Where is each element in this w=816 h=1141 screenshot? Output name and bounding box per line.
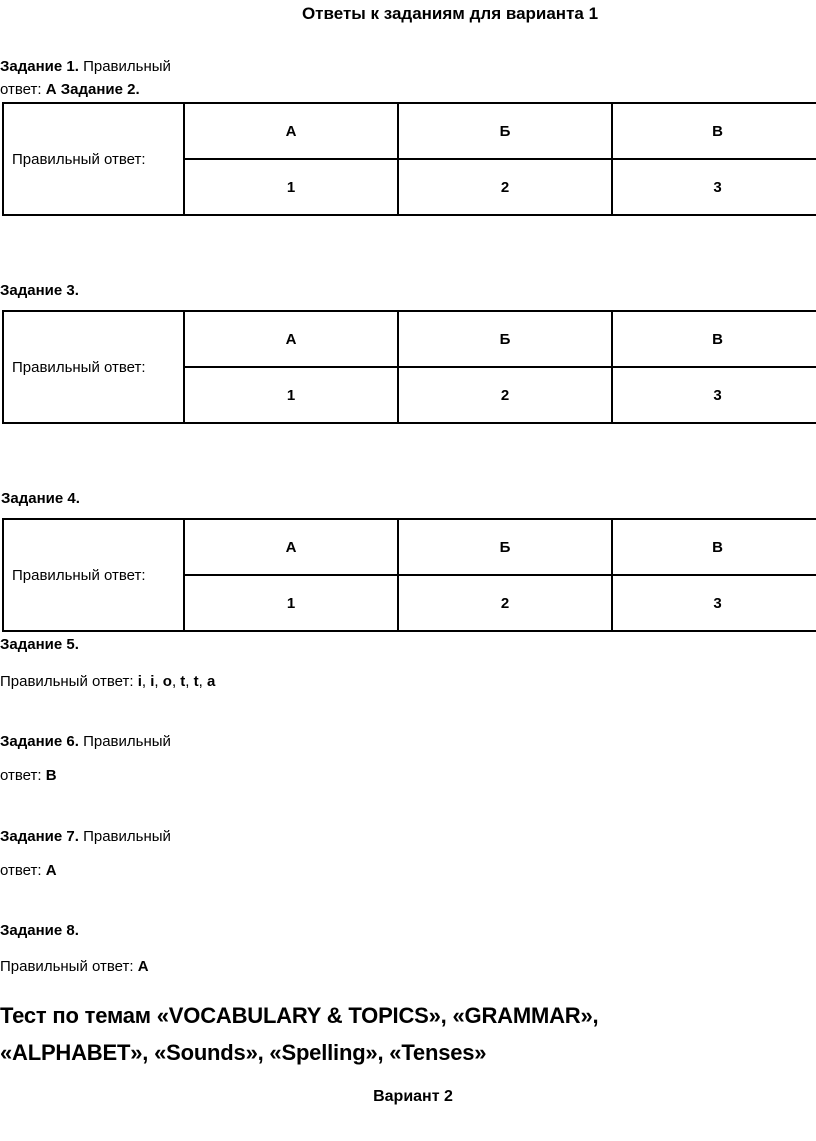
task-5-sep: , bbox=[171, 673, 177, 690]
task-1-line1 bbox=[0, 58, 171, 75]
value-cell-3: 3 bbox=[612, 367, 816, 423]
answer-table-task-4 bbox=[2, 518, 816, 632]
task-5-sep: , bbox=[198, 673, 203, 690]
task-6-answer: В bbox=[45, 767, 57, 784]
task-5-sep: , bbox=[141, 673, 147, 690]
value-cell-2: 2 bbox=[398, 575, 612, 631]
task-8-answer-line bbox=[0, 958, 149, 975]
header-cell-b: Б bbox=[398, 103, 612, 159]
test-title-line-2: «ALPHABET», «Sounds», «Spelling», «Tenses» bbox=[0, 1040, 487, 1065]
value-cell-3: 3 bbox=[612, 575, 816, 631]
task-8-answer: А bbox=[137, 958, 149, 975]
task-8-label: Задание 8. bbox=[0, 922, 79, 939]
answer-label-cell: Правильный ответ: bbox=[3, 519, 184, 631]
task-5-sep: , bbox=[154, 673, 159, 690]
task-5-letter: o bbox=[162, 673, 172, 690]
header-cell-b: Б bbox=[398, 311, 612, 367]
task-6-text: Правильный bbox=[83, 733, 171, 750]
task-4-label: Задание 4. bbox=[1, 490, 80, 507]
header-cell-a: А bbox=[184, 311, 398, 367]
header-cell-v: В bbox=[612, 311, 816, 367]
task-2-label: Задание 2. bbox=[60, 81, 140, 98]
task-5-text: Правильный ответ: bbox=[0, 673, 134, 690]
task-1-text: Правильный bbox=[83, 58, 171, 75]
task-5-letter: t bbox=[193, 673, 199, 690]
header-cell-a: А bbox=[184, 103, 398, 159]
task-7-text2: ответ: bbox=[0, 862, 42, 879]
value-cell-2: 2 bbox=[398, 159, 612, 215]
task-7-answer: А bbox=[45, 862, 57, 879]
task-7-line1 bbox=[0, 828, 171, 845]
task-5-label: Задание 5. bbox=[0, 636, 79, 653]
task-6-line1 bbox=[0, 733, 171, 750]
answer-table-task-3 bbox=[2, 310, 816, 424]
value-cell-1: 1 bbox=[184, 575, 398, 631]
task-6-line2 bbox=[0, 767, 57, 784]
value-cell-1: 1 bbox=[184, 159, 398, 215]
task-7-label: Задание 7. bbox=[0, 828, 79, 845]
header-cell-a: А bbox=[184, 519, 398, 575]
answer-label-cell: Правильный ответ: bbox=[3, 103, 184, 215]
task-6-label: Задание 6. bbox=[0, 733, 79, 750]
task-5-letter: i bbox=[137, 673, 142, 690]
task-3-label: Задание 3. bbox=[0, 282, 79, 299]
value-cell-3: 3 bbox=[612, 159, 816, 215]
task-8-text: Правильный ответ: bbox=[0, 958, 134, 975]
page-title: Ответы к заданиям для варианта 1 bbox=[301, 4, 599, 23]
value-cell-2: 2 bbox=[398, 367, 612, 423]
task-1-answer: А bbox=[45, 81, 57, 98]
task-7-text: Правильный bbox=[83, 828, 171, 845]
answer-table-task-2 bbox=[2, 102, 816, 216]
task-6-text2: ответ: bbox=[0, 767, 42, 784]
variant-heading: Вариант 2 bbox=[373, 1088, 453, 1105]
answer-label-cell: Правильный ответ: bbox=[3, 311, 184, 423]
task-1-text2: ответ: bbox=[0, 81, 42, 98]
task-5-letter: t bbox=[180, 673, 186, 690]
task-1-line2 bbox=[0, 81, 140, 98]
test-title-line-1: Тест по темам «VOCABULARY & TOPICS», «GRAMMAR», bbox=[0, 1003, 599, 1028]
header-cell-v: В bbox=[612, 519, 816, 575]
task-7-line2 bbox=[0, 862, 57, 879]
header-cell-b: Б bbox=[398, 519, 612, 575]
task-5-answer-line bbox=[0, 673, 215, 690]
task-5-sep: , bbox=[185, 673, 190, 690]
task-5-letter: a bbox=[206, 673, 216, 690]
task-1-label: Задание 1. bbox=[0, 58, 79, 75]
value-cell-1: 1 bbox=[184, 367, 398, 423]
task-5-letter: i bbox=[150, 673, 155, 690]
header-cell-v: В bbox=[612, 103, 816, 159]
